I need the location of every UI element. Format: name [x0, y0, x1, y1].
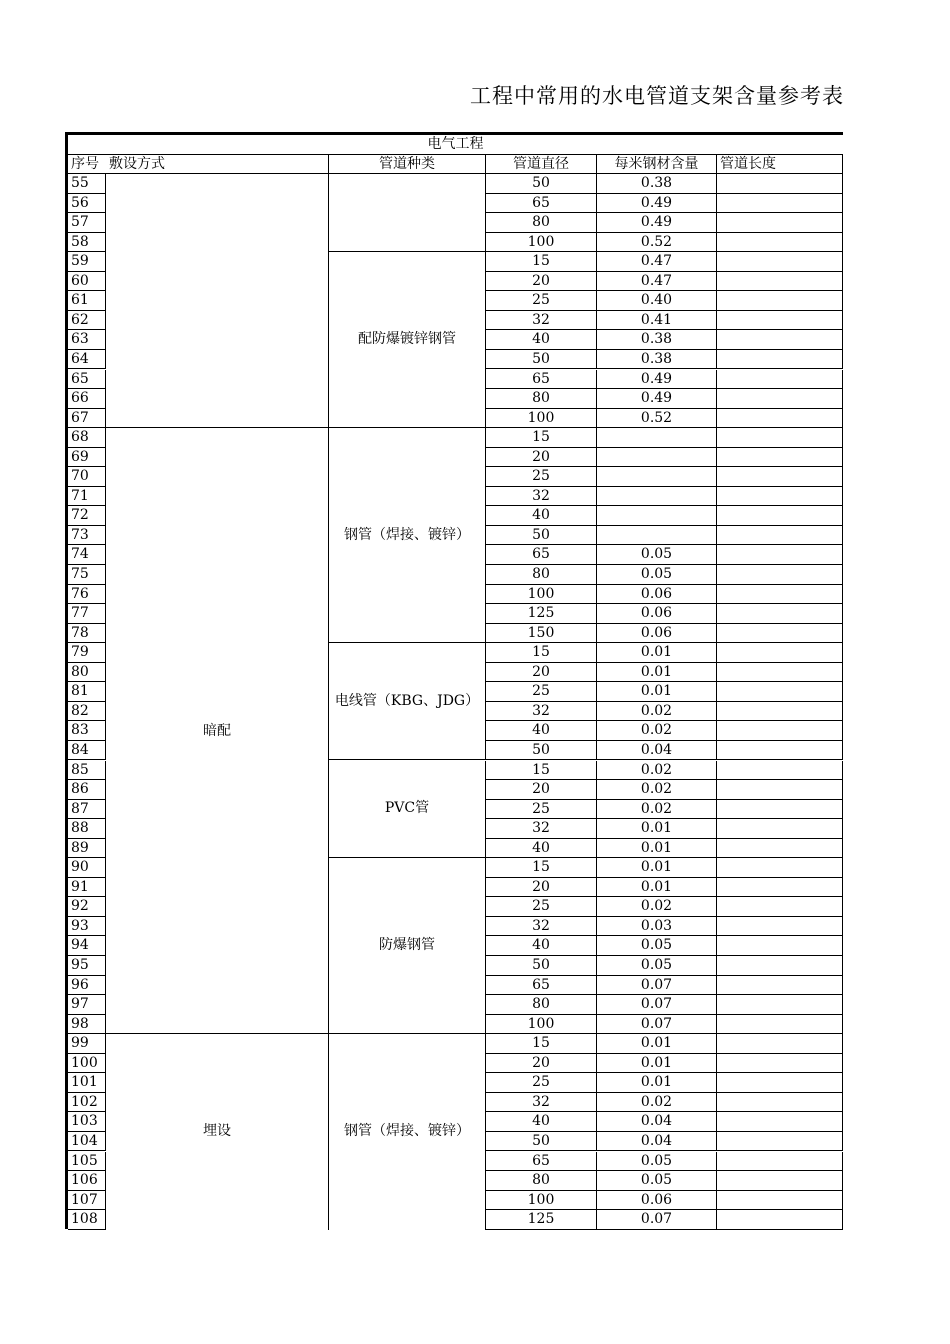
row-steel-per-meter[interactable]: 0.47 — [597, 252, 717, 272]
data-table — [65, 132, 843, 1229]
row-seq[interactable]: 64 — [68, 350, 106, 370]
row-seq[interactable]: 72 — [68, 506, 106, 526]
row-diameter[interactable]: 15 — [486, 858, 597, 878]
row-seq[interactable]: 62 — [68, 311, 106, 331]
row-diameter[interactable]: 15 — [486, 643, 597, 663]
row-steel-per-meter[interactable]: 0.02 — [597, 800, 717, 820]
row-diameter[interactable]: 65 — [486, 194, 597, 214]
row-seq[interactable]: 97 — [68, 995, 106, 1015]
row-seq[interactable]: 59 — [68, 252, 106, 272]
row-pipe-length[interactable] — [717, 702, 843, 722]
row-diameter[interactable]: 100 — [486, 233, 597, 253]
row-steel-per-meter[interactable]: 0.06 — [597, 1191, 717, 1211]
row-pipe-length[interactable] — [717, 194, 843, 214]
row-steel-per-meter[interactable] — [597, 487, 717, 507]
row-pipe-length[interactable] — [717, 1093, 843, 1113]
row-steel-per-meter[interactable]: 0.01 — [597, 858, 717, 878]
row-steel-per-meter[interactable] — [597, 506, 717, 526]
row-seq[interactable]: 107 — [68, 1191, 106, 1211]
row-diameter[interactable]: 100 — [486, 585, 597, 605]
row-steel-per-meter[interactable]: 0.02 — [597, 1093, 717, 1113]
row-steel-per-meter[interactable]: 0.38 — [597, 330, 717, 350]
row-pipe-length[interactable] — [717, 1152, 843, 1172]
row-seq[interactable]: 70 — [68, 467, 106, 487]
header-pipe-length[interactable]: 管道长度 — [717, 155, 843, 174]
row-pipe-length[interactable] — [717, 330, 843, 350]
row-seq[interactable]: 83 — [68, 721, 106, 741]
row-diameter[interactable]: 20 — [486, 1054, 597, 1074]
row-steel-per-meter[interactable]: 0.07 — [597, 995, 717, 1015]
row-steel-per-meter[interactable]: 0.01 — [597, 663, 717, 683]
row-diameter[interactable]: 80 — [486, 995, 597, 1015]
row-diameter[interactable]: 20 — [486, 878, 597, 898]
row-pipe-length[interactable] — [717, 956, 843, 976]
row-diameter[interactable]: 50 — [486, 1132, 597, 1152]
row-pipe-length[interactable] — [717, 585, 843, 605]
row-pipe-length[interactable] — [717, 839, 843, 859]
row-seq[interactable]: 104 — [68, 1132, 106, 1152]
row-seq[interactable]: 73 — [68, 526, 106, 546]
row-steel-per-meter[interactable]: 0.02 — [597, 761, 717, 781]
row-diameter[interactable]: 15 — [486, 252, 597, 272]
row-seq[interactable]: 60 — [68, 272, 106, 292]
row-steel-per-meter[interactable]: 0.05 — [597, 1171, 717, 1191]
row-pipe-length[interactable] — [717, 917, 843, 937]
row-pipe-length[interactable] — [717, 409, 843, 429]
row-diameter[interactable]: 50 — [486, 526, 597, 546]
row-diameter[interactable]: 80 — [486, 1171, 597, 1191]
row-seq[interactable]: 63 — [68, 330, 106, 350]
row-seq[interactable]: 80 — [68, 663, 106, 683]
row-seq[interactable]: 88 — [68, 819, 106, 839]
row-steel-per-meter[interactable]: 0.06 — [597, 604, 717, 624]
row-pipe-length[interactable] — [717, 565, 843, 585]
row-seq[interactable]: 86 — [68, 780, 106, 800]
row-diameter[interactable]: 50 — [486, 956, 597, 976]
row-seq[interactable]: 108 — [68, 1210, 106, 1230]
row-seq[interactable]: 68 — [68, 428, 106, 448]
row-diameter[interactable]: 40 — [486, 839, 597, 859]
row-diameter[interactable]: 50 — [486, 350, 597, 370]
row-diameter[interactable]: 15 — [486, 1034, 597, 1054]
row-seq[interactable]: 95 — [68, 956, 106, 976]
row-diameter[interactable]: 80 — [486, 565, 597, 585]
row-diameter[interactable]: 25 — [486, 467, 597, 487]
row-steel-per-meter[interactable]: 0.02 — [597, 897, 717, 917]
row-steel-per-meter[interactable]: 0.01 — [597, 839, 717, 859]
row-diameter[interactable]: 25 — [486, 682, 597, 702]
row-seq[interactable]: 79 — [68, 643, 106, 663]
row-seq[interactable]: 78 — [68, 624, 106, 644]
row-seq[interactable]: 81 — [68, 682, 106, 702]
pipe-type-cell[interactable] — [329, 174, 486, 252]
row-steel-per-meter[interactable]: 0.01 — [597, 1054, 717, 1074]
row-pipe-length[interactable] — [717, 1191, 843, 1211]
row-steel-per-meter[interactable]: 0.05 — [597, 545, 717, 565]
header-pipe-type[interactable]: 管道种类 — [329, 155, 486, 174]
row-diameter[interactable]: 150 — [486, 624, 597, 644]
row-steel-per-meter[interactable]: 0.52 — [597, 409, 717, 429]
row-diameter[interactable]: 32 — [486, 487, 597, 507]
row-steel-per-meter[interactable]: 0.03 — [597, 917, 717, 937]
pipe-type-cell[interactable]: 钢管（焊接、镀锌） — [329, 1034, 486, 1230]
row-pipe-length[interactable] — [717, 800, 843, 820]
row-diameter[interactable]: 100 — [486, 409, 597, 429]
row-diameter[interactable]: 40 — [486, 721, 597, 741]
row-diameter[interactable]: 100 — [486, 1015, 597, 1035]
row-steel-per-meter[interactable]: 0.52 — [597, 233, 717, 253]
row-pipe-length[interactable] — [717, 448, 843, 468]
row-diameter[interactable]: 65 — [486, 370, 597, 390]
row-steel-per-meter[interactable]: 0.49 — [597, 370, 717, 390]
row-seq[interactable]: 93 — [68, 917, 106, 937]
row-pipe-length[interactable] — [717, 976, 843, 996]
row-pipe-length[interactable] — [717, 936, 843, 956]
row-seq[interactable]: 94 — [68, 936, 106, 956]
row-diameter[interactable]: 40 — [486, 330, 597, 350]
row-pipe-length[interactable] — [717, 506, 843, 526]
row-steel-per-meter[interactable]: 0.01 — [597, 819, 717, 839]
row-diameter[interactable]: 20 — [486, 780, 597, 800]
method-cell[interactable] — [106, 174, 329, 428]
row-steel-per-meter[interactable]: 0.02 — [597, 702, 717, 722]
row-pipe-length[interactable] — [717, 1210, 843, 1230]
row-seq[interactable]: 67 — [68, 409, 106, 429]
row-seq[interactable]: 58 — [68, 233, 106, 253]
row-steel-per-meter[interactable]: 0.05 — [597, 565, 717, 585]
row-pipe-length[interactable] — [717, 1112, 843, 1132]
row-pipe-length[interactable] — [717, 604, 843, 624]
page-title: 工程中常用的水电管道支架含量参考表 — [470, 84, 844, 108]
row-diameter[interactable]: 20 — [486, 448, 597, 468]
row-diameter[interactable]: 20 — [486, 663, 597, 683]
row-seq[interactable]: 74 — [68, 545, 106, 565]
row-pipe-length[interactable] — [717, 995, 843, 1015]
row-diameter[interactable]: 125 — [486, 1210, 597, 1230]
row-steel-per-meter[interactable]: 0.04 — [597, 1132, 717, 1152]
row-steel-per-meter[interactable]: 0.04 — [597, 1112, 717, 1132]
row-seq[interactable]: 98 — [68, 1015, 106, 1035]
row-seq[interactable]: 76 — [68, 585, 106, 605]
row-pipe-length[interactable] — [717, 721, 843, 741]
row-pipe-length[interactable] — [717, 370, 843, 390]
row-pipe-length[interactable] — [717, 291, 843, 311]
row-diameter[interactable]: 80 — [486, 389, 597, 409]
row-seq[interactable]: 106 — [68, 1171, 106, 1191]
row-seq[interactable]: 103 — [68, 1112, 106, 1132]
row-pipe-length[interactable] — [717, 741, 843, 761]
row-seq[interactable]: 66 — [68, 389, 106, 409]
method-cell[interactable]: 暗配 — [106, 428, 329, 1034]
row-steel-per-meter[interactable] — [597, 428, 717, 448]
row-steel-per-meter[interactable] — [597, 448, 717, 468]
row-pipe-length[interactable] — [717, 1015, 843, 1035]
row-pipe-length[interactable] — [717, 761, 843, 781]
row-seq[interactable]: 69 — [68, 448, 106, 468]
row-seq[interactable]: 92 — [68, 897, 106, 917]
row-diameter[interactable]: 40 — [486, 506, 597, 526]
header-seq[interactable]: 序号 — [68, 155, 106, 174]
row-steel-per-meter[interactable]: 0.06 — [597, 624, 717, 644]
row-seq[interactable]: 57 — [68, 213, 106, 233]
row-steel-per-meter[interactable]: 0.02 — [597, 721, 717, 741]
header-method[interactable]: 敷设方式 — [106, 155, 329, 174]
row-diameter[interactable]: 32 — [486, 917, 597, 937]
row-pipe-length[interactable] — [717, 663, 843, 683]
pipe-type-cell[interactable]: 配防爆镀锌钢管 — [329, 252, 486, 428]
row-pipe-length[interactable] — [717, 233, 843, 253]
row-seq[interactable]: 56 — [68, 194, 106, 214]
row-diameter[interactable]: 20 — [486, 272, 597, 292]
row-steel-per-meter[interactable]: 0.06 — [597, 585, 717, 605]
row-diameter[interactable]: 32 — [486, 311, 597, 331]
row-pipe-length[interactable] — [717, 350, 843, 370]
row-diameter[interactable]: 100 — [486, 1191, 597, 1211]
section-header[interactable]: 电气工程 — [68, 135, 843, 155]
row-steel-per-meter[interactable]: 0.49 — [597, 194, 717, 214]
row-diameter[interactable]: 32 — [486, 1093, 597, 1113]
row-pipe-length[interactable] — [717, 174, 843, 194]
row-steel-per-meter[interactable] — [597, 467, 717, 487]
row-diameter[interactable]: 25 — [486, 800, 597, 820]
row-seq[interactable]: 75 — [68, 565, 106, 585]
row-seq[interactable]: 96 — [68, 976, 106, 996]
row-pipe-length[interactable] — [717, 272, 843, 292]
row-pipe-length[interactable] — [717, 897, 843, 917]
row-seq[interactable]: 101 — [68, 1073, 106, 1093]
row-seq[interactable]: 55 — [68, 174, 106, 194]
row-diameter[interactable]: 32 — [486, 702, 597, 722]
row-pipe-length[interactable] — [717, 1034, 843, 1054]
row-steel-per-meter[interactable]: 0.38 — [597, 174, 717, 194]
row-steel-per-meter[interactable] — [597, 526, 717, 546]
row-steel-per-meter[interactable]: 0.05 — [597, 936, 717, 956]
row-diameter[interactable]: 15 — [486, 428, 597, 448]
row-pipe-length[interactable] — [717, 1054, 843, 1074]
method-cell[interactable]: 埋设 — [106, 1034, 329, 1230]
row-seq[interactable]: 77 — [68, 604, 106, 624]
row-pipe-length[interactable] — [717, 643, 843, 663]
row-seq[interactable]: 102 — [68, 1093, 106, 1113]
header-steel-per-meter[interactable]: 每米钢材含量 — [597, 155, 717, 174]
row-seq[interactable]: 105 — [68, 1152, 106, 1172]
row-diameter[interactable]: 65 — [486, 976, 597, 996]
row-steel-per-meter[interactable]: 0.07 — [597, 976, 717, 996]
row-steel-per-meter[interactable]: 0.38 — [597, 350, 717, 370]
row-steel-per-meter[interactable]: 0.01 — [597, 878, 717, 898]
row-steel-per-meter[interactable]: 0.04 — [597, 741, 717, 761]
row-pipe-length[interactable] — [717, 545, 843, 565]
pipe-type-cell[interactable]: PVC管 — [329, 761, 486, 859]
row-diameter[interactable]: 25 — [486, 897, 597, 917]
row-diameter[interactable]: 65 — [486, 545, 597, 565]
row-pipe-length[interactable] — [717, 1073, 843, 1093]
row-seq[interactable]: 91 — [68, 878, 106, 898]
row-pipe-length[interactable] — [717, 252, 843, 272]
row-diameter[interactable]: 40 — [486, 936, 597, 956]
row-seq[interactable]: 65 — [68, 370, 106, 390]
row-diameter[interactable]: 25 — [486, 291, 597, 311]
pipe-type-cell[interactable]: 防爆钢管 — [329, 858, 486, 1034]
pipe-type-cell[interactable]: 钢管（焊接、镀锌） — [329, 428, 486, 643]
row-steel-per-meter[interactable]: 0.05 — [597, 1152, 717, 1172]
row-seq[interactable]: 61 — [68, 291, 106, 311]
row-diameter[interactable]: 125 — [486, 604, 597, 624]
row-seq[interactable]: 85 — [68, 761, 106, 781]
row-pipe-length[interactable] — [717, 624, 843, 644]
header-diameter[interactable]: 管道直径 — [486, 155, 597, 174]
row-pipe-length[interactable] — [717, 1132, 843, 1152]
row-pipe-length[interactable] — [717, 389, 843, 409]
row-pipe-length[interactable] — [717, 213, 843, 233]
row-seq[interactable]: 71 — [68, 487, 106, 507]
row-diameter[interactable]: 80 — [486, 213, 597, 233]
row-diameter[interactable]: 32 — [486, 819, 597, 839]
row-steel-per-meter[interactable]: 0.07 — [597, 1015, 717, 1035]
row-pipe-length[interactable] — [717, 819, 843, 839]
row-steel-per-meter[interactable]: 0.01 — [597, 1073, 717, 1093]
row-diameter[interactable]: 50 — [486, 174, 597, 194]
row-seq[interactable]: 100 — [68, 1054, 106, 1074]
row-pipe-length[interactable] — [717, 780, 843, 800]
row-pipe-length[interactable] — [717, 878, 843, 898]
row-pipe-length[interactable] — [717, 467, 843, 487]
pipe-type-cell[interactable]: 电线管（KBG、JDG） — [329, 643, 486, 760]
row-pipe-length[interactable] — [717, 858, 843, 878]
row-diameter[interactable]: 50 — [486, 741, 597, 761]
row-seq[interactable]: 84 — [68, 741, 106, 761]
row-diameter[interactable]: 15 — [486, 761, 597, 781]
row-steel-per-meter[interactable]: 0.49 — [597, 213, 717, 233]
row-steel-per-meter[interactable]: 0.01 — [597, 1034, 717, 1054]
row-seq[interactable]: 87 — [68, 800, 106, 820]
row-pipe-length[interactable] — [717, 682, 843, 702]
row-seq[interactable]: 82 — [68, 702, 106, 722]
row-steel-per-meter[interactable]: 0.05 — [597, 956, 717, 976]
row-steel-per-meter[interactable]: 0.49 — [597, 389, 717, 409]
row-seq[interactable]: 90 — [68, 858, 106, 878]
row-pipe-length[interactable] — [717, 428, 843, 448]
row-steel-per-meter[interactable]: 0.41 — [597, 311, 717, 331]
row-seq[interactable]: 89 — [68, 839, 106, 859]
row-steel-per-meter[interactable]: 0.02 — [597, 780, 717, 800]
row-pipe-length[interactable] — [717, 487, 843, 507]
row-steel-per-meter[interactable]: 0.01 — [597, 643, 717, 663]
row-steel-per-meter[interactable]: 0.40 — [597, 291, 717, 311]
row-diameter[interactable]: 40 — [486, 1112, 597, 1132]
row-seq[interactable]: 99 — [68, 1034, 106, 1054]
row-steel-per-meter[interactable]: 0.01 — [597, 682, 717, 702]
row-diameter[interactable]: 65 — [486, 1152, 597, 1172]
row-pipe-length[interactable] — [717, 1171, 843, 1191]
row-steel-per-meter[interactable]: 0.07 — [597, 1210, 717, 1230]
row-steel-per-meter[interactable]: 0.47 — [597, 272, 717, 292]
row-pipe-length[interactable] — [717, 311, 843, 331]
row-diameter[interactable]: 25 — [486, 1073, 597, 1093]
row-pipe-length[interactable] — [717, 526, 843, 546]
